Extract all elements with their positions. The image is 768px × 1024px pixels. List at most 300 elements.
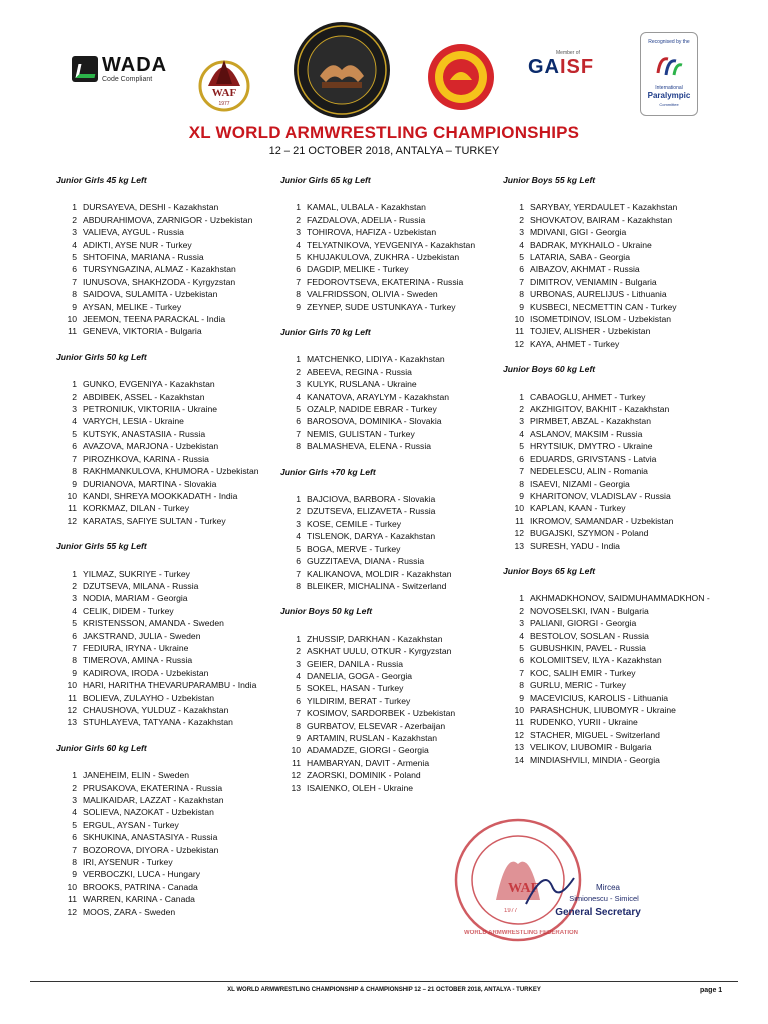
athlete-name: FAZDALOVA, ADELIA - Russia [307,214,426,225]
athlete-name: TELYATNIKOVA, YEVGENIYA - Kazakhstan [307,239,476,250]
wada-subtext: Code Compliant [102,76,153,83]
stamp-year: 1977 [504,908,518,914]
athlete-name: ADAMADZE, GIORGI - Georgia [307,745,429,756]
list-item [56,881,286,893]
athlete-name: KUTSYK, ANASTASIIA - Russia [83,428,206,439]
page-subtitle: 12 – 21 OCTOBER 2018, ANTALYA – TURKEY [268,145,500,157]
signature-role: General Secretary [555,907,641,918]
athlete-name: VERBOCZKI, LUCA - Hungary [83,869,201,880]
list-item [503,465,733,477]
entry-number: 9 [519,490,524,501]
entry-number: 2 [296,646,301,657]
entry-list [503,592,733,766]
athlete-name: CABAOGLU, AHMET - Turkey [530,391,646,402]
entry-number: 13 [291,782,301,793]
athlete-name: ZAORSKI, DOMINIK - Poland [307,770,421,781]
entry-number: 5 [72,428,77,439]
list-item [280,707,510,719]
column-3 [503,174,733,779]
entry-number: 1 [519,391,524,402]
entry-number: 10 [514,314,524,325]
entry-number: 10 [67,490,77,501]
category-heading: Junior Girls 55 kg Left [56,541,147,552]
athlete-name: KADIROVA, IRODA - Uzbekistan [83,667,209,678]
athlete-name: PIROZHKOVA, KARINA - Russia [83,453,209,464]
entry-number: 2 [72,214,77,225]
athlete-name: SAIDOVA, SULAMITA - Uzbekistan [83,289,218,300]
athlete-name: NODIA, MARIAM - Georgia [83,593,188,604]
athlete-name: NEDELESCU, ALIN - Romania [530,466,648,477]
list-item [280,530,510,542]
list-item [56,391,286,403]
list-item [56,679,286,691]
entry-number: 5 [519,252,524,263]
list-item [503,415,733,427]
list-item [56,642,286,654]
list-item [503,667,733,679]
entry-number: 1 [72,770,77,781]
ipc-recognised-text: Recognised by the [648,39,690,45]
athlete-name: DURIANOVA, MARTINA - Slovakia [83,478,217,489]
list-item [280,239,510,251]
list-item [56,592,286,604]
entry-number: 4 [296,239,301,250]
athlete-name: KOC, SALIH EMIR - Turkey [530,667,636,678]
athlete-name: LATARIA, SABA - Georgia [530,252,630,263]
list-item [503,729,733,741]
list-item [280,428,510,440]
entry-number: 11 [68,894,77,905]
entry-list [56,378,286,527]
category-heading: Junior Boys 50 kg Left [280,606,373,617]
entry-number: 11 [515,515,524,526]
list-item [56,201,286,213]
athlete-name: DAGDIP, MELIKE - Turkey [307,264,409,275]
athlete-name: GUNKO, EVGENIYA - Kazakhstan [83,379,215,390]
list-item [280,440,510,452]
entry-number: 13 [514,742,524,753]
entry-number: 12 [291,770,301,781]
entry-number: 1 [519,593,524,604]
entry-number: 7 [519,276,524,287]
athlete-name: BLEIKER, MICHALINA - Switzerland [307,580,447,591]
entry-number: 8 [296,441,301,452]
entry-number: 2 [519,404,524,415]
championship-emblem [292,20,392,120]
entry-number: 5 [296,252,301,263]
athlete-name: ASKHAT UULU, OTKUR - Kyrgyzstan [307,646,452,657]
entry-number: 7 [72,276,77,287]
entry-number: 14 [514,754,524,765]
list-item [503,617,733,629]
athlete-name: EDUARDS, GRIVSTANS - Latvia [530,453,657,464]
list-item [56,515,286,527]
list-item [280,505,510,517]
signature-name-2: Simionescu - Simicel [569,894,639,903]
list-item [56,893,286,905]
athlete-name: ABDURAHIMOVA, ZARNIGOR - Uzbekistan [83,214,253,225]
entry-list [503,391,733,552]
list-item [56,325,286,337]
entry-number: 8 [519,289,524,300]
list-item [56,568,286,580]
federation-seal [426,42,496,112]
athlete-name: KOSIMOV, SARDORBEK - Uzbekistan [307,708,456,719]
entry-number: 2 [519,605,524,616]
list-item [503,692,733,704]
entry-number: 11 [515,717,524,728]
entry-number: 6 [72,630,77,641]
entry-number: 5 [72,819,77,830]
entry-number: 9 [296,301,301,312]
entry-number: 8 [72,655,77,666]
athlete-name: JAKSTRAND, JULIA - Sweden [83,630,201,641]
list-item [56,226,286,238]
list-item [280,682,510,694]
list-item [503,251,733,263]
list-item [56,378,286,390]
list-item [503,654,733,666]
list-item [503,490,733,502]
entry-number: 4 [72,239,77,250]
athlete-name: ISAEVI, NIZAMI - Georgia [530,478,630,489]
list-item [56,490,286,502]
entry-number: 4 [72,605,77,616]
entry-number: 6 [519,655,524,666]
athlete-name: GURLU, MERIC - Turkey [530,680,626,691]
athlete-name: GURBATOV, ELSEVAR - Azerbaijan [307,720,446,731]
list-item [56,478,286,490]
entry-number: 9 [519,301,524,312]
list-item [56,831,286,843]
athlete-name: PETRONIUK, VIKTORIIA - Ukraine [83,404,218,415]
agitos-icon [654,53,684,79]
entry-number: 9 [72,869,77,880]
entry-list [280,493,510,592]
list-item [56,704,286,716]
page-title: XL WORLD ARMWRESTLING CHAMPIONSHIPS [188,123,580,142]
entry-number: 2 [72,782,77,793]
entry-number: 1 [72,568,77,579]
official-stamp [448,812,648,952]
athlete-name: BAROSOVA, DOMINIKA - Slovakia [307,416,442,427]
entry-number: 5 [72,252,77,263]
list-item [56,415,286,427]
athlete-name: ISOMETDINOV, ISLOM - Uzbekistan [530,314,672,325]
list-item [280,201,510,213]
list-item [280,391,510,403]
athlete-name: DZUTSEVA, MILANA - Russia [83,580,199,591]
list-item [280,633,510,645]
ipc-line2: Paralympic [647,91,691,100]
list-item [503,605,733,617]
entry-number: 11 [68,326,77,337]
athlete-name: GUZZITAEVA, DIANA - Russia [307,556,425,567]
list-item [280,695,510,707]
entry-number: 2 [296,366,301,377]
list-item [56,251,286,263]
list-item [280,757,510,769]
list-item [503,239,733,251]
entry-number: 3 [72,404,77,415]
list-item [280,403,510,415]
list-item [503,592,733,604]
entry-number: 7 [72,844,77,855]
list-item [503,338,733,350]
gaisf-member-text: Member of [556,50,580,56]
waf-logo [190,38,258,116]
list-item [280,568,510,580]
athlete-name: BAJCIOVA, BARBORA - Slovakia [307,494,436,505]
list-item [503,201,733,213]
athlete-name: KUSBECI, NECMETTIN CAN - Turkey [530,301,677,312]
list-item [280,288,510,300]
entry-number: 4 [296,531,301,542]
entry-number: 10 [291,745,301,756]
entry-number: 11 [292,757,301,768]
list-item [56,465,286,477]
category-heading: Junior Girls 45 kg Left [56,175,147,185]
column-1 [56,174,286,931]
list-item [56,692,286,704]
athlete-name: VALFRIDSSON, OLIVIA - Sweden [307,289,438,300]
entry-number: 4 [72,416,77,427]
list-item [503,540,733,552]
entry-number: 11 [68,503,77,514]
athlete-name: KULYK, RUSLANA - Ukraine [307,379,417,390]
entry-number: 10 [67,680,77,691]
list-item [56,844,286,856]
entry-number: 3 [519,416,524,427]
list-item [56,769,286,781]
list-item [56,794,286,806]
logo-row [0,20,768,120]
athlete-name: BROOKS, PATRINA - Canada [83,881,198,892]
list-item [280,732,510,744]
athlete-name: AKHMADKHONOV, SAIDMUHAMMADKHON - [530,593,710,604]
athlete-name: HARI, HARITHA THEVARUPARAMBU - India [83,680,257,691]
entry-number: 7 [519,466,524,477]
gaisf-text: GAISF [528,56,595,78]
entry-number: 8 [296,580,301,591]
entry-number: 2 [296,214,301,225]
entry-number: 4 [296,670,301,681]
athlete-name: MOOS, ZARA - Sweden [83,906,176,917]
athlete-name: GENEVA, VIKTORIA - Bulgaria [83,326,202,337]
athlete-name: ABDIBEK, ASSEL - Kazakhstan [83,391,205,402]
list-item [280,782,510,794]
entry-number: 8 [72,289,77,300]
list-item [280,378,510,390]
list-item [280,276,510,288]
category-heading: Junior Boys 65 kg Left [503,565,596,576]
athlete-name: KARATAS, SAFIYE SULTAN - Turkey [83,515,226,526]
entry-number: 6 [72,832,77,843]
list-item [280,580,510,592]
athlete-name: BUGAJSKI, SZYMON - Poland [530,528,649,539]
entry-list [503,201,733,350]
athlete-name: BALMASHEVA, ELENA - Russia [307,441,432,452]
list-item [56,214,286,226]
footer-divider [30,981,738,982]
athlete-name: PALIANI, GIORGI - Georgia [530,618,637,629]
entry-number: 4 [519,239,524,250]
list-item [56,263,286,275]
list-item [56,782,286,794]
category-heading: Junior Girls 50 kg Left [56,351,147,362]
signature-name-1: Mircea [595,883,621,892]
athlete-name: BESTOLOV, SOSLAN - Russia [530,630,649,641]
wada-mark-icon [72,56,98,82]
entry-number: 8 [72,857,77,868]
athlete-name: GUBUSHKIN, PAVEL - Russia [530,642,646,653]
athlete-name: VALIEVA, AYGUL - Russia [83,227,184,238]
entry-list [56,769,286,918]
list-item [503,527,733,539]
athlete-name: NOVOSELSKI, IVAN - Bulgaria [530,605,649,616]
entry-number: 10 [67,881,77,892]
list-item [503,288,733,300]
entry-number: 8 [296,289,301,300]
athlete-name: SARYBAY, YERDAULET - Kazakhstan [530,202,678,213]
athlete-name: JANEHEIM, ELIN - Sweden [83,770,190,781]
athlete-name: KHARITONOV, VLADISLAV - Russia [530,490,671,501]
category-heading: Junior Girls 60 kg Left [56,742,147,753]
athlete-name: CHAUSHOVA, YULDUZ - Kazakhstan [83,704,229,715]
entry-number: 2 [296,506,301,517]
athlete-name: STUHLAYEVA, TATYANA - Kazakhstan [83,717,233,728]
athlete-name: NEMIS, GULISTAN - Turkey [307,428,415,439]
entry-number: 6 [296,416,301,427]
entry-number: 4 [72,807,77,818]
list-item [280,301,510,313]
entry-number: 4 [519,630,524,641]
entry-number: 9 [72,667,77,678]
athlete-name: YILMAZ, SUKRIYE - Turkey [83,568,190,579]
stamp-center-text: WAF [508,881,540,896]
list-item [280,543,510,555]
athlete-name: ZEYNEP, SUDE USTUNKAYA - Turkey [307,301,456,312]
athlete-name: SHTOFINA, MARIANA - Russia [83,252,204,263]
entry-number: 6 [519,453,524,464]
category-heading: Junior Girls 65 kg Left [280,175,371,185]
athlete-name: ASLANOV, MAKSIM - Russia [530,428,643,439]
list-item [56,667,286,679]
entry-number: 12 [67,704,77,715]
list-item [503,502,733,514]
entry-number: 9 [296,732,301,743]
list-item [56,276,286,288]
entry-number: 5 [296,683,301,694]
list-item [503,453,733,465]
athlete-name: SHOVKATOV, BAIRAM - Kazakhstan [530,214,673,225]
entry-number: 6 [296,264,301,275]
entry-list [56,568,286,729]
athlete-name: TISLENOK, DARYA - Kazakhstan [307,531,436,542]
entry-number: 3 [296,518,301,529]
list-item [503,679,733,691]
athlete-name: DURSAYEVA, DESHI - Kazakhstan [83,202,219,213]
athlete-name: MDIVANI, GIGI - Georgia [530,227,627,238]
athlete-name: ADIKTI, AYSE NUR - Turkey [83,239,192,250]
list-item [280,518,510,530]
entry-number: 2 [519,214,524,225]
ipc-logo [640,32,698,116]
athlete-name: PRUSAKOVA, EKATERINA - Russia [83,782,223,793]
athlete-name: FEDOROVTSEVA, EKATERINA - Russia [307,276,464,287]
list-item [280,658,510,670]
athlete-name: VARYCH, LESIA - Ukraine [83,416,184,427]
list-item [56,605,286,617]
athlete-name: PIRMBET, ABZAL - Kazakhstan [530,416,651,427]
list-item [280,645,510,657]
athlete-name: VELIKOV, LIUBOMIR - Bulgaria [530,742,652,753]
athlete-name: GEIER, DANILA - Russia [307,658,403,669]
list-item [280,366,510,378]
wada-text: WADA [102,54,168,76]
gaisf-logo [528,50,638,90]
athlete-name: KAPLAN, KAAN - Turkey [530,503,626,514]
athlete-name: OZALP, NADIDE EBRAR - Turkey [307,404,437,415]
entry-number: 10 [514,503,524,514]
athlete-name: AYSAN, MELIKE - Turkey [83,301,182,312]
athlete-name: MACEVICIUS, KAROLIS - Lithuania [530,692,669,703]
list-item [503,403,733,415]
entry-number: 7 [296,568,301,579]
entry-number: 7 [72,642,77,653]
athlete-name: MINDIASHVILI, MINDIA - Georgia [530,754,660,765]
entry-number: 3 [72,593,77,604]
list-item [503,214,733,226]
athlete-name: BOZOROVA, DIYORA - Uzbekistan [83,844,219,855]
athlete-name: CELIK, DIDEM - Turkey [83,605,174,616]
athlete-name: IKROMOV, SAMANDAR - Uzbekistan [530,515,674,526]
entry-number: 12 [67,906,77,917]
athlete-name: KHUJAKULOVA, ZUKHRA - Uzbekistan [307,252,460,263]
entry-number: 1 [72,379,77,390]
list-item [56,288,286,300]
athlete-name: BOGA, MERVE - Turkey [307,543,401,554]
entry-number: 6 [72,264,77,275]
entry-number: 1 [296,633,301,644]
entry-number: 6 [72,441,77,452]
entry-list [280,353,510,452]
list-item [56,428,286,440]
athlete-name: STACHER, MIGUEL - Switzerland [530,729,660,740]
list-item [280,720,510,732]
athlete-name: RAKHMANKULOVA, KHUMORA - Uzbekistan [83,466,259,477]
athlete-name: KRISTENSSON, AMANDA - Sweden [83,618,224,629]
list-item [56,440,286,452]
entry-number: 5 [519,642,524,653]
athlete-name: PARASHCHUK, LIUBOMYR - Ukraine [530,704,676,715]
entry-number: 3 [296,227,301,238]
entry-list [280,633,510,794]
athlete-name: IRI, AYSENUR - Turkey [83,857,173,868]
list-item [503,515,733,527]
ipc-line3: Committee [659,102,679,107]
entry-number: 10 [67,314,77,325]
list-item [56,453,286,465]
entry-number: 12 [514,528,524,539]
list-item [280,769,510,781]
entry-number: 7 [296,428,301,439]
entry-number: 3 [519,618,524,629]
athlete-name: KORKMAZ, DILAN - Turkey [83,503,190,514]
entry-number: 3 [72,795,77,805]
entry-number: 7 [72,453,77,464]
entry-number: 12 [67,515,77,526]
